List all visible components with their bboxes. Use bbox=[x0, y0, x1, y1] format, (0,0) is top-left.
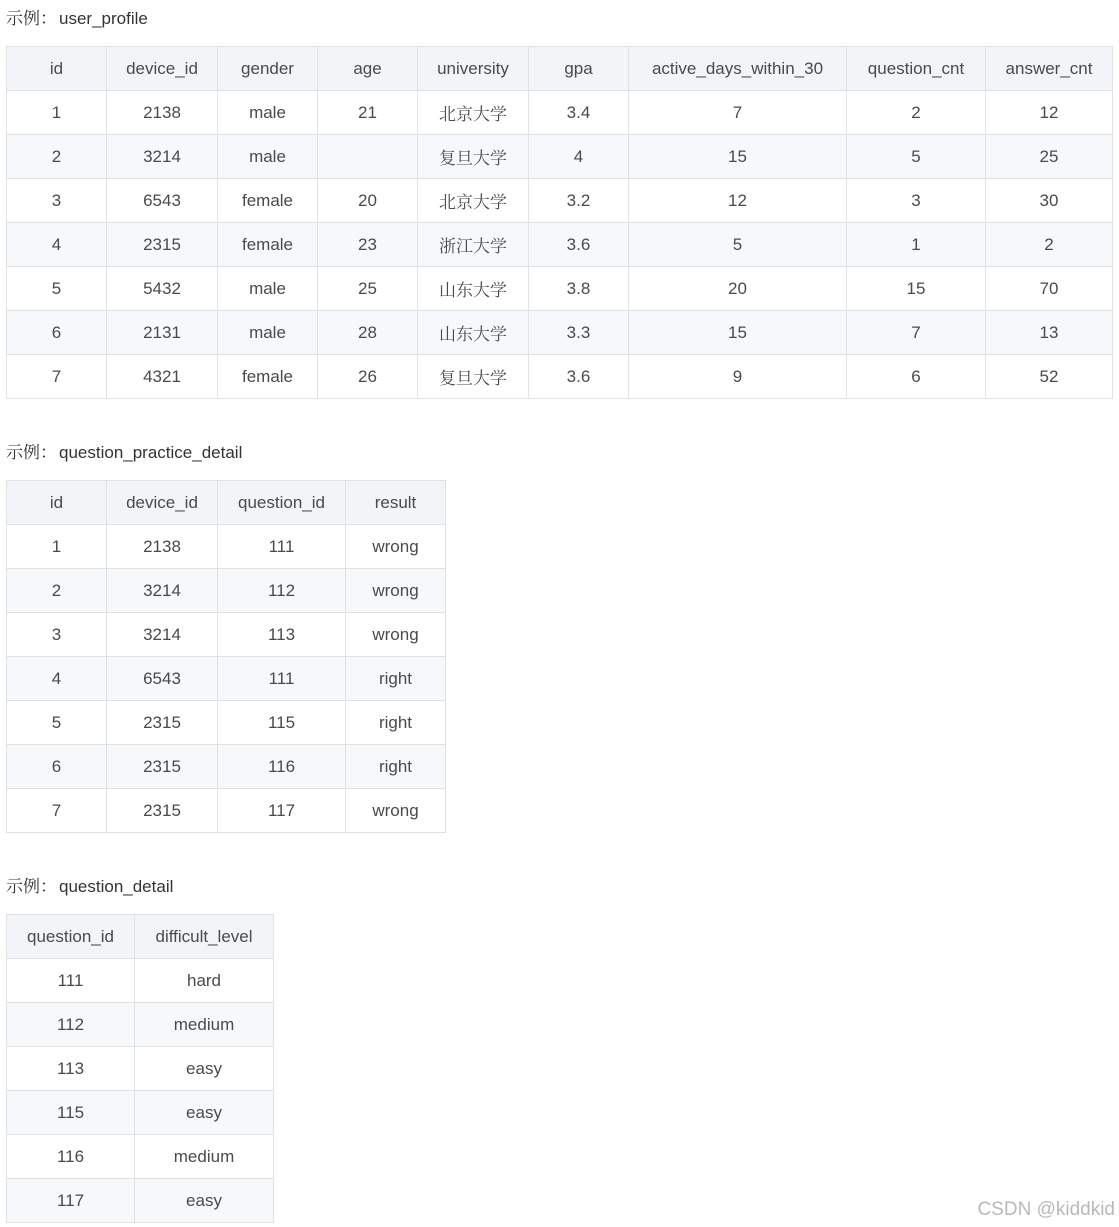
cell-university: 复旦大学 bbox=[418, 135, 529, 179]
cell-answer-cnt: 25 bbox=[986, 135, 1113, 179]
cell-difficult-level: medium bbox=[135, 1135, 274, 1179]
cell-result: wrong bbox=[346, 569, 446, 613]
column-header-gpa: gpa bbox=[529, 47, 629, 91]
cell-active-days-within-30: 15 bbox=[629, 311, 847, 355]
cell-active-days-within-30: 20 bbox=[629, 267, 847, 311]
cell-id: 3 bbox=[7, 613, 107, 657]
table-name: question_detail bbox=[59, 877, 174, 896]
caption-prefix: 示例： bbox=[6, 9, 57, 28]
table-row bbox=[7, 311, 1113, 355]
cell-device-id: 2315 bbox=[107, 701, 218, 745]
cell-difficult-level: easy bbox=[135, 1047, 274, 1091]
question-detail-caption bbox=[6, 877, 173, 897]
cell-age: 20 bbox=[318, 179, 418, 223]
cell-difficult-level: medium bbox=[135, 1003, 274, 1047]
cell-question-cnt: 7 bbox=[847, 311, 986, 355]
cell-active-days-within-30: 15 bbox=[629, 135, 847, 179]
cell-question-cnt: 3 bbox=[847, 179, 986, 223]
cell-question-id: 117 bbox=[7, 1179, 135, 1223]
cell-gpa: 4 bbox=[529, 135, 629, 179]
cell-answer-cnt: 70 bbox=[986, 267, 1113, 311]
cell-id: 5 bbox=[7, 701, 107, 745]
table-row bbox=[7, 1003, 274, 1047]
table-row bbox=[7, 179, 1113, 223]
cell-id: 6 bbox=[7, 311, 107, 355]
cell-answer-cnt: 12 bbox=[986, 91, 1113, 135]
cell-device-id: 3214 bbox=[107, 613, 218, 657]
caption-prefix: 示例： bbox=[6, 877, 57, 896]
table-row bbox=[7, 613, 446, 657]
cell-gender: male bbox=[218, 135, 318, 179]
cell-result: right bbox=[346, 701, 446, 745]
cell-id: 2 bbox=[7, 135, 107, 179]
table-row bbox=[7, 135, 1113, 179]
cell-device-id: 3214 bbox=[107, 135, 218, 179]
cell-gender: male bbox=[218, 267, 318, 311]
column-header-device-id: device_id bbox=[107, 47, 218, 91]
cell-device-id: 2138 bbox=[107, 525, 218, 569]
column-header-device-id: device_id bbox=[107, 481, 218, 525]
cell-device-id: 3214 bbox=[107, 569, 218, 613]
question-detail-table bbox=[6, 914, 274, 1223]
question-practice-detail-table bbox=[6, 480, 446, 833]
cell-question-id: 111 bbox=[7, 959, 135, 1003]
cell-result: right bbox=[346, 745, 446, 789]
cell-question-id: 112 bbox=[218, 569, 346, 613]
cell-question-id: 111 bbox=[218, 657, 346, 701]
cell-id: 7 bbox=[7, 355, 107, 399]
cell-id: 7 bbox=[7, 789, 107, 833]
cell-id: 4 bbox=[7, 657, 107, 701]
cell-device-id: 6543 bbox=[107, 179, 218, 223]
cell-gender: male bbox=[218, 311, 318, 355]
column-header-id: id bbox=[7, 47, 107, 91]
header-row bbox=[7, 915, 274, 959]
cell-gender: female bbox=[218, 179, 318, 223]
cell-device-id: 2315 bbox=[107, 223, 218, 267]
cell-question-id: 115 bbox=[218, 701, 346, 745]
table-row bbox=[7, 789, 446, 833]
cell-gpa: 3.2 bbox=[529, 179, 629, 223]
table-row bbox=[7, 657, 446, 701]
cell-question-cnt: 15 bbox=[847, 267, 986, 311]
cell-age bbox=[318, 135, 418, 179]
user-profile-caption bbox=[6, 9, 148, 29]
cell-answer-cnt: 30 bbox=[986, 179, 1113, 223]
cell-question-id: 112 bbox=[7, 1003, 135, 1047]
header-row bbox=[7, 47, 1113, 91]
table-row bbox=[7, 745, 446, 789]
cell-difficult-level: hard bbox=[135, 959, 274, 1003]
cell-difficult-level: easy bbox=[135, 1091, 274, 1135]
cell-id: 2 bbox=[7, 569, 107, 613]
cell-result: wrong bbox=[346, 789, 446, 833]
column-header-difficult-level: difficult_level bbox=[135, 915, 274, 959]
column-header-answer-cnt: answer_cnt bbox=[986, 47, 1113, 91]
cell-id: 4 bbox=[7, 223, 107, 267]
cell-university: 山东大学 bbox=[418, 311, 529, 355]
table-row bbox=[7, 1135, 274, 1179]
column-header-question-id: question_id bbox=[218, 481, 346, 525]
header-row bbox=[7, 481, 446, 525]
cell-device-id: 6543 bbox=[107, 657, 218, 701]
column-header-id: id bbox=[7, 481, 107, 525]
cell-result: wrong bbox=[346, 613, 446, 657]
table-row bbox=[7, 267, 1113, 311]
cell-device-id: 4321 bbox=[107, 355, 218, 399]
table-row bbox=[7, 701, 446, 745]
cell-device-id: 5432 bbox=[107, 267, 218, 311]
cell-id: 1 bbox=[7, 525, 107, 569]
table-row bbox=[7, 1047, 274, 1091]
cell-gpa: 3.3 bbox=[529, 311, 629, 355]
table-row bbox=[7, 1179, 274, 1223]
table-row bbox=[7, 355, 1113, 399]
cell-id: 5 bbox=[7, 267, 107, 311]
caption-prefix: 示例： bbox=[6, 443, 57, 462]
cell-university: 山东大学 bbox=[418, 267, 529, 311]
cell-university: 北京大学 bbox=[418, 179, 529, 223]
cell-question-cnt: 1 bbox=[847, 223, 986, 267]
cell-device-id: 2138 bbox=[107, 91, 218, 135]
cell-active-days-within-30: 12 bbox=[629, 179, 847, 223]
cell-id: 6 bbox=[7, 745, 107, 789]
cell-active-days-within-30: 9 bbox=[629, 355, 847, 399]
table-row bbox=[7, 223, 1113, 267]
column-header-active-days-within-30: active_days_within_30 bbox=[629, 47, 847, 91]
csdn-watermark: CSDN @kiddkid bbox=[977, 1199, 1115, 1220]
cell-gender: male bbox=[218, 91, 318, 135]
cell-answer-cnt: 52 bbox=[986, 355, 1113, 399]
column-header-question-cnt: question_cnt bbox=[847, 47, 986, 91]
cell-difficult-level: easy bbox=[135, 1179, 274, 1223]
cell-question-cnt: 5 bbox=[847, 135, 986, 179]
table-row bbox=[7, 525, 446, 569]
user-profile-table bbox=[6, 46, 1113, 399]
table-row bbox=[7, 91, 1113, 135]
cell-question-id: 117 bbox=[218, 789, 346, 833]
question-practice-detail-caption bbox=[6, 443, 242, 463]
table-name: user_profile bbox=[59, 9, 148, 28]
cell-age: 21 bbox=[318, 91, 418, 135]
cell-device-id: 2131 bbox=[107, 311, 218, 355]
cell-question-id: 111 bbox=[218, 525, 346, 569]
cell-question-cnt: 2 bbox=[847, 91, 986, 135]
table-name: question_practice_detail bbox=[59, 443, 243, 462]
table-row bbox=[7, 1091, 274, 1135]
cell-question-id: 113 bbox=[218, 613, 346, 657]
cell-gender: female bbox=[218, 223, 318, 267]
cell-gpa: 3.8 bbox=[529, 267, 629, 311]
cell-question-cnt: 6 bbox=[847, 355, 986, 399]
cell-device-id: 2315 bbox=[107, 745, 218, 789]
cell-age: 28 bbox=[318, 311, 418, 355]
cell-gender: female bbox=[218, 355, 318, 399]
column-header-university: university bbox=[418, 47, 529, 91]
cell-device-id: 2315 bbox=[107, 789, 218, 833]
column-header-question-id: question_id bbox=[7, 915, 135, 959]
cell-university: 浙江大学 bbox=[418, 223, 529, 267]
cell-active-days-within-30: 7 bbox=[629, 91, 847, 135]
cell-answer-cnt: 2 bbox=[986, 223, 1113, 267]
column-header-gender: gender bbox=[218, 47, 318, 91]
cell-gpa: 3.6 bbox=[529, 223, 629, 267]
cell-question-id: 115 bbox=[7, 1091, 135, 1135]
table-row bbox=[7, 959, 274, 1003]
table-row bbox=[7, 569, 446, 613]
cell-university: 北京大学 bbox=[418, 91, 529, 135]
cell-gpa: 3.4 bbox=[529, 91, 629, 135]
cell-question-id: 116 bbox=[218, 745, 346, 789]
cell-question-id: 116 bbox=[7, 1135, 135, 1179]
cell-result: right bbox=[346, 657, 446, 701]
cell-id: 1 bbox=[7, 91, 107, 135]
cell-age: 25 bbox=[318, 267, 418, 311]
cell-university: 复旦大学 bbox=[418, 355, 529, 399]
cell-gpa: 3.6 bbox=[529, 355, 629, 399]
cell-active-days-within-30: 5 bbox=[629, 223, 847, 267]
column-header-age: age bbox=[318, 47, 418, 91]
cell-id: 3 bbox=[7, 179, 107, 223]
cell-answer-cnt: 13 bbox=[986, 311, 1113, 355]
cell-age: 26 bbox=[318, 355, 418, 399]
cell-question-id: 113 bbox=[7, 1047, 135, 1091]
column-header-result: result bbox=[346, 481, 446, 525]
cell-age: 23 bbox=[318, 223, 418, 267]
cell-result: wrong bbox=[346, 525, 446, 569]
